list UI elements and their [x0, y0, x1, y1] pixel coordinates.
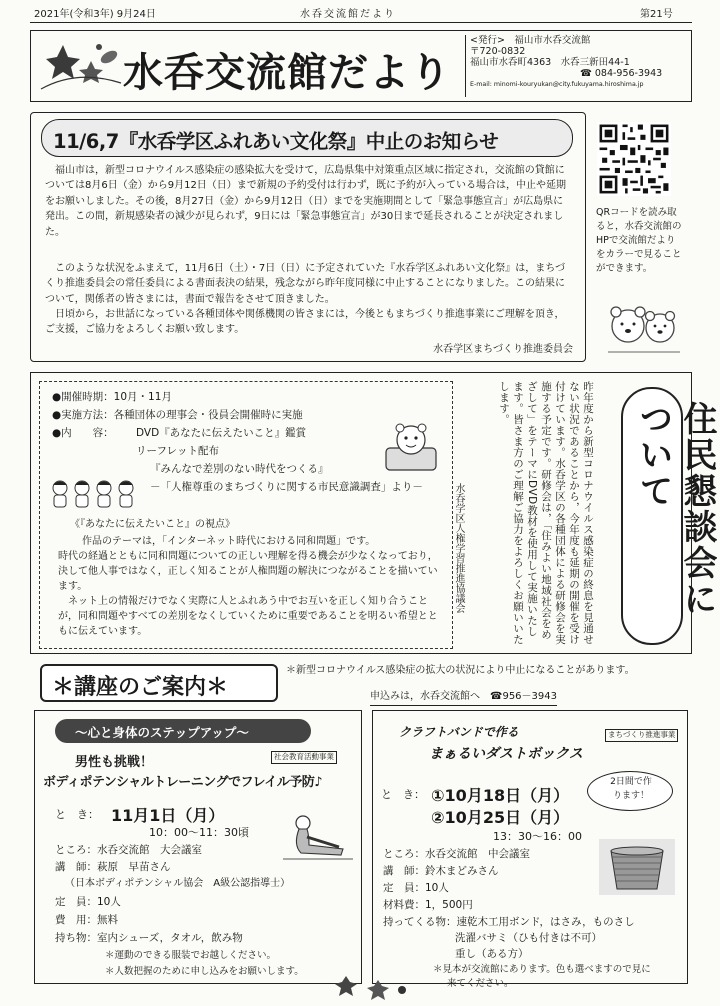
- seminar-content-label: ●内 容：: [52, 427, 114, 439]
- qr-code[interactable]: [597, 122, 671, 196]
- courses-apply: 申込みは，水呑交流館へ ☎956－3943: [370, 690, 557, 706]
- publisher-phone: ☎ 084-956-3943: [580, 68, 663, 79]
- view-text-1: 作品のテーマは，「インターネット時代における同和問題」です。: [82, 536, 376, 547]
- courses-title: ＊講座のご案内＊: [52, 675, 229, 700]
- course-craft-date-1: ①10月18日（月）: [431, 786, 570, 805]
- course-fitness-time: 10：00〜11：30頃: [149, 826, 249, 839]
- course-fitness-place: ところ：水呑交流館 大会議室: [55, 844, 202, 856]
- course-craft-bring-2: 洗濯バサミ（ひも付きは不可）: [455, 932, 602, 944]
- course-fitness-bring: 持ち物：室内シューズ，タオル，飲み物: [55, 932, 243, 944]
- residents-meeting-text: 昨年度から新型コロナウイルス感染症の終息を見通せない状況であることから，今年度も延期の開催を受け付けています。水呑学区の各種団体による研修会を実施する予定です。研修会は，「住みよい地域社会をめざして」をテーマにDVD教材を使用して実施いたします。皆さま方のご理解ご協力をよろしくお願いいたします。: [498, 381, 594, 645]
- course-craft-headline-2: まぁるいダストボックス: [429, 746, 583, 762]
- bears-illustration: [604, 296, 684, 356]
- courses-title-box: [40, 664, 278, 702]
- qr-code-image: [597, 122, 671, 196]
- seminar-content-dvd: DVD『あなたに伝えたいこと』鑑賞: [136, 427, 307, 439]
- course-craft-note-2: 来てください。: [447, 978, 514, 989]
- course-craft-headline-1: クラフトバンドで作る: [399, 725, 519, 739]
- publisher-address: 福山市水呑町4363 水呑三新田44-1: [470, 57, 630, 68]
- qr-caption: QRコードを読み取ると，水呑交流館のHPで交流館だよりをカラーで見ることができます。: [596, 207, 682, 274]
- view-title: 《『あなたに伝えたいこと』の視点》: [70, 519, 235, 530]
- course-craft-capacity: 定 員：10人: [383, 882, 449, 894]
- seminar-details-box: [39, 381, 453, 649]
- seminar-leaflet-subtitle: －「人権尊重のまちづくりに関する市民意識調査」より－: [150, 481, 423, 493]
- mascot-illustration: [380, 418, 442, 476]
- course-fitness-headline-2: ボディポテンシャルトレーニングでフレイル予防♪: [43, 775, 323, 790]
- course-craft: [372, 710, 688, 989]
- course-fitness-headline-1: 男性も挑戦！: [75, 755, 154, 770]
- course-craft-bubble-text: 2日間で作ります！: [610, 777, 652, 801]
- residents-meeting-title-box: [621, 387, 717, 645]
- seminar-leaflet-title: 『みんなで差別のない時代をつくる』: [150, 463, 329, 475]
- notice-paragraph-2: このような状況をふまえて，11月6日（土）・7日（日）に予定されていた『水呑学区ふれあい文化祭』は，まちづくり推進委員会の常任委員による書面表決の結果，残念ながら昨年度同様に中止することになりました。この結果について，関係者の皆さまには，書面で報告をさせて頂きました。: [45, 263, 566, 305]
- course-fitness-note-2: ＊人数把握のために申し込みをお願いします。: [105, 966, 304, 977]
- bottom-leaves-illustration: [330, 976, 420, 1002]
- course-craft-bring-3: 重し（ある方）: [455, 948, 529, 960]
- courses-cancel-note: ＊新型コロナウイルス感染症の拡大の状況により中止になることがあります。: [286, 665, 635, 676]
- course-fitness-banner-text: 〜心と身体のステップアップ〜: [75, 725, 249, 740]
- notice-signature: 水呑学区まちづくり推進委員会: [433, 344, 573, 355]
- children-illustration: [50, 476, 146, 510]
- course-fitness-capacity: 定 員：10人: [55, 896, 121, 908]
- masthead-title: 水呑交流館だより: [123, 50, 451, 96]
- course-fitness-date-label: と き：: [55, 808, 99, 821]
- notice-paragraph-1: 福山市は，新型コロナウイルス感染症の感染拡大を受けて，広島県集中対策重点区域に指定され，交流館の貸館については8月6日（金）から9月12日（日）まで新規の予約受付は行わず，既に予約が入っている場合は，中止や延期をお願いしました。その後，8月27日（金）から9月12日（日）までを実施期間として「緊急事態宣言」が広島県に発出。この間，新規感染者の減少が見られず，9日には「緊急事態宣言」が30日まで延長されることが決定されました。: [45, 165, 567, 238]
- cancellation-notice: [30, 112, 586, 362]
- course-fitness-note-1: ＊運動のできる服装でお越しください。: [105, 950, 277, 961]
- course-fitness-instructor-org: （日本ボディポテンシャル協会 A級公認指導士）: [65, 878, 291, 889]
- publisher-email[interactable]: E-mail: minomi-kouryukan@city.fukuyama.hiroshima.jp: [470, 81, 644, 88]
- course-craft-place: ところ：水呑交流館 中会議室: [383, 848, 530, 860]
- course-craft-instructor: 講 師：鈴木まどみさん: [383, 865, 499, 877]
- residents-meeting-title: 住民懇談会について: [633, 401, 717, 617]
- header-rule: [30, 22, 692, 23]
- course-fitness-tag: 社会教育活動事業: [271, 751, 337, 764]
- course-craft-date-label: と き：: [381, 788, 425, 801]
- publisher-line: <発行> 福山市水呑交流館: [470, 35, 591, 46]
- course-craft-note-1: ＊見本が交流館にあります。色も選べますので見に: [433, 964, 651, 975]
- newsletter-name-small: 水呑交流館だより: [300, 9, 396, 20]
- seminar-method: ●実施方法：各種団体の理事会・役員会開催時に実施: [52, 409, 303, 421]
- human-rights-section: [30, 372, 717, 654]
- publisher-postal: 〒720-0832: [470, 46, 526, 57]
- view-text-3: ネット上の情報だけでなく実際に人とふれあう中でお互いを正しく知り合うことが，同和問題やすべての差別をなくしていくために重要であることを明るい希望とともに伝えています。: [58, 596, 438, 637]
- seminar-content-leaflet: リーフレット配布: [136, 445, 219, 457]
- course-fitness-fee: 費 用：無料: [55, 914, 118, 926]
- course-fitness: [34, 710, 362, 984]
- course-craft-material: 材料費：1，500円: [383, 899, 473, 911]
- residents-meeting-signature: 水呑学区人権学習推進協議会: [453, 483, 464, 613]
- publisher-info: [465, 35, 687, 97]
- course-craft-date-2: ②10月25日（月）: [431, 808, 570, 827]
- course-craft-bring-1: 持ってくる物：速乾木工用ボンド，はさみ，ものさし: [383, 916, 635, 928]
- issue-number: 第21号: [640, 9, 673, 20]
- course-craft-tag: まちづくり推進事業: [605, 729, 678, 742]
- seminar-period: ●開催時期：10月・11月: [52, 391, 172, 403]
- course-fitness-instructor: 講 師：萩原 早苗さん: [55, 861, 171, 873]
- masthead: [30, 30, 692, 102]
- course-craft-time: 13：30〜16：00: [493, 830, 582, 843]
- stretching-person-illustration: [281, 813, 355, 865]
- dust-box-illustration: [599, 839, 675, 895]
- issue-date: 2021年(令和3年) 9月24日: [34, 9, 156, 20]
- course-fitness-date: 11月1日（月）: [111, 806, 225, 825]
- view-text-2: 時代の経過とともに同和問題についての正しい理解を得る機会が少なくなっており，決して他人事ではなく，正しく知ることが人権問題の解決につながることを描いています。: [58, 551, 438, 592]
- autumn-leaves-illustration: [37, 39, 127, 95]
- notice-title: 11/6,7『水呑学区ふれあい文化祭』中止のお知らせ: [53, 130, 499, 153]
- notice-paragraph-3: 日頃から，お世話になっている各種団体や関係機関の皆さまには，今後ともまちづくり推進事業にご理解を頂き，ご支援，ご協力をよろしくお願い致します。: [45, 309, 565, 336]
